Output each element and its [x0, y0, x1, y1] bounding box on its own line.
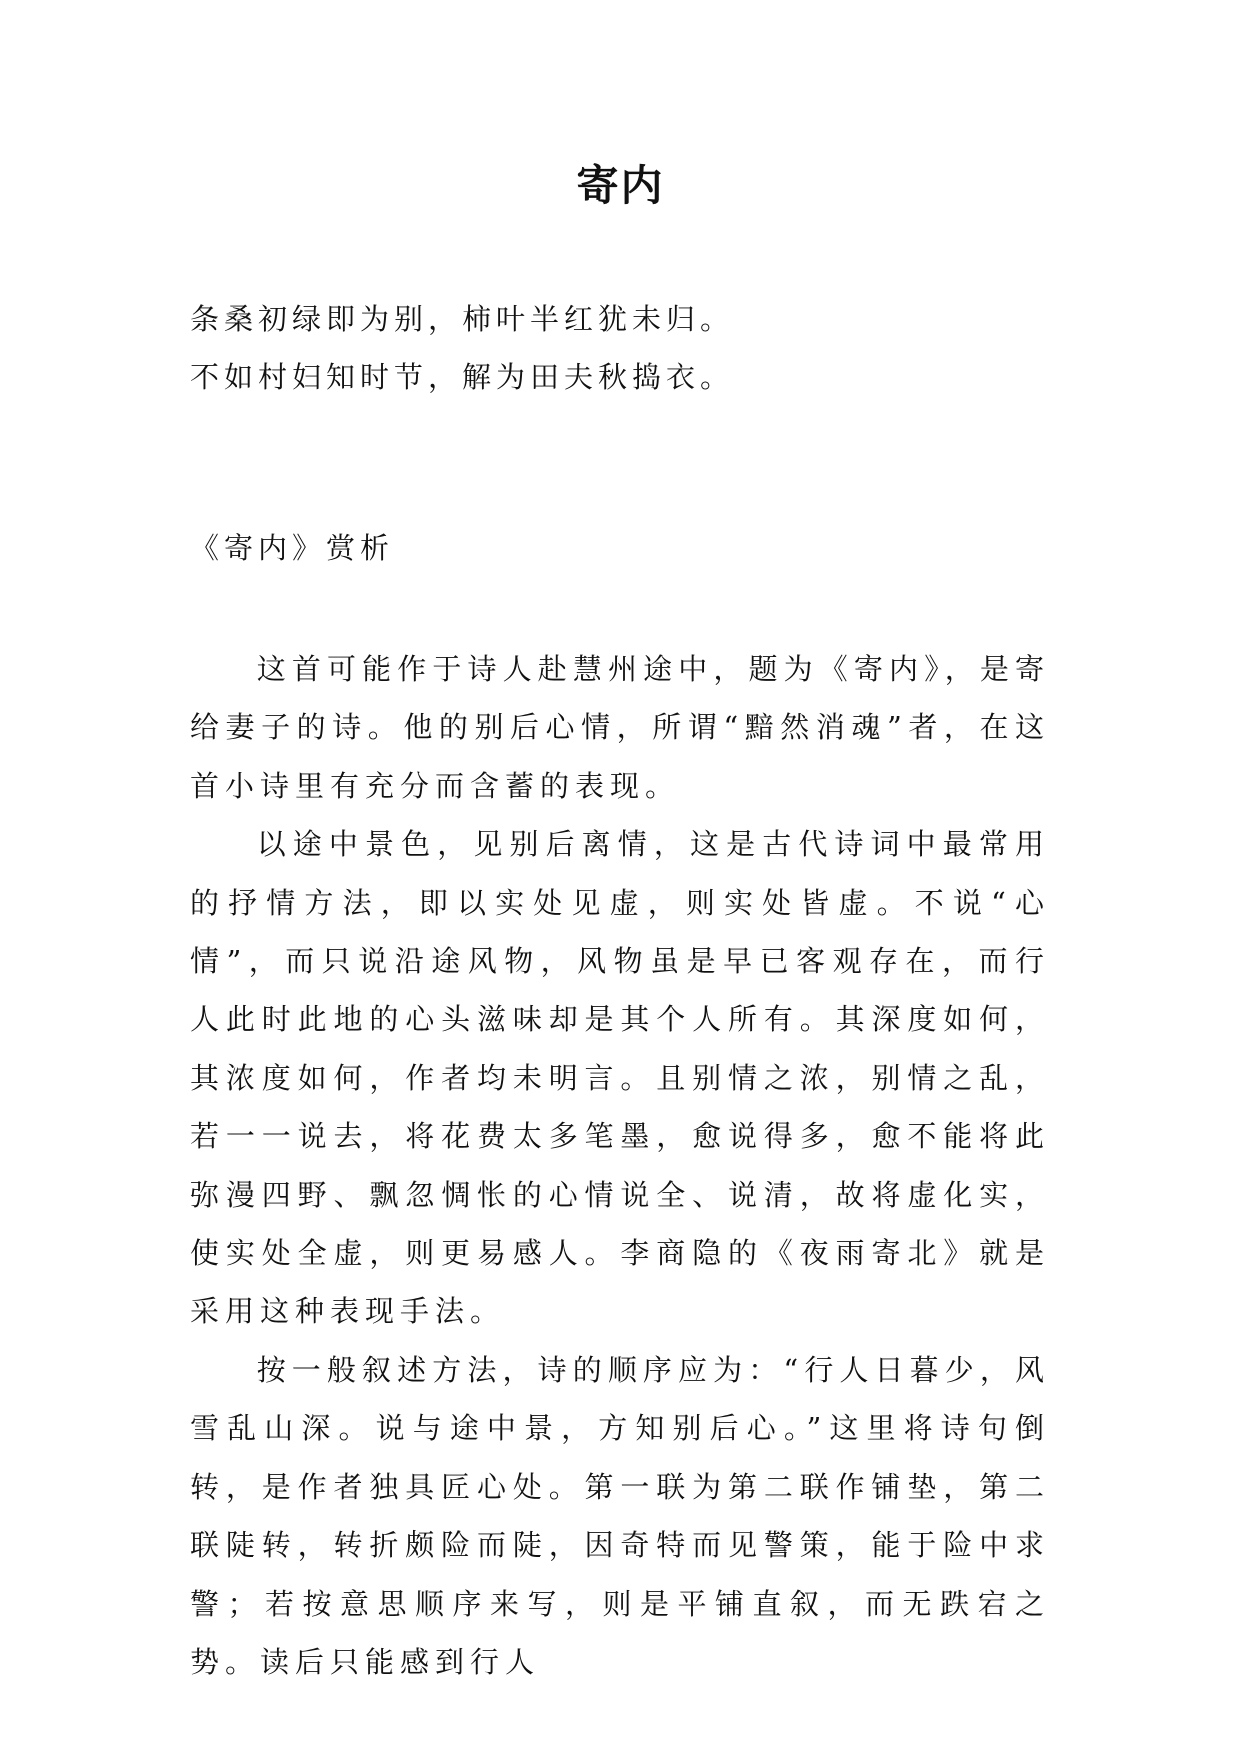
poem: [190, 290, 1090, 406]
analysis-paragraph-1: 这首可能作于诗人赴慧州途中，题为《寄内》，是寄给妻子的诗。他的别后心情，所谓“黯然消魂”者，在这首小诗里有充分而含蓄的表现。: [190, 652, 1050, 803]
analysis-body: [190, 640, 1050, 1691]
analysis-paragraph-2: 以途中景色，见别后离情，这是古代诗词中最常用的抒情方法，即以实处见虚，则实处皆虚。不说“心情”，而只说沿途风物，风物虽是早已客观存在，而行人此时此地的心头滋味却是其个人所有。其深度如何，其浓度如何，作者均未明言。且别情之浓，别情之乱，若一一说去，将花费太多笔墨，愈说得多，愈不能将此弥漫四野、飘忽惆怅的心情说全、说清，故将虚化实，使实处全虚，则更易感人。李商隐的《夜雨寄北》就是采用这种表现手法。: [190, 827, 1050, 1329]
poem-line-2: 不如村妇知时节，解为田夫秋捣衣。: [190, 360, 735, 394]
document-title: 寄内: [576, 161, 665, 210]
poem-line-1: 条桑初绿即为别，柿叶半红犹未归。: [190, 302, 735, 336]
analysis-heading: 《寄内》赏析: [190, 531, 395, 565]
analysis-paragraph-3: 按一般叙述方法，诗的顺序应为：“行人日暮少，风雪乱山深。说与途中景，方知别后心。”这里将诗句倒转，是作者独具匠心处。第一联为第二联作铺垫，第二联陡转，转折颇险而陡，因奇特而见警策，能于险中求警；若按意思顺序来写，则是平铺直叙，而无跌宕之势。读后只能感到行人: [190, 1352, 1050, 1679]
